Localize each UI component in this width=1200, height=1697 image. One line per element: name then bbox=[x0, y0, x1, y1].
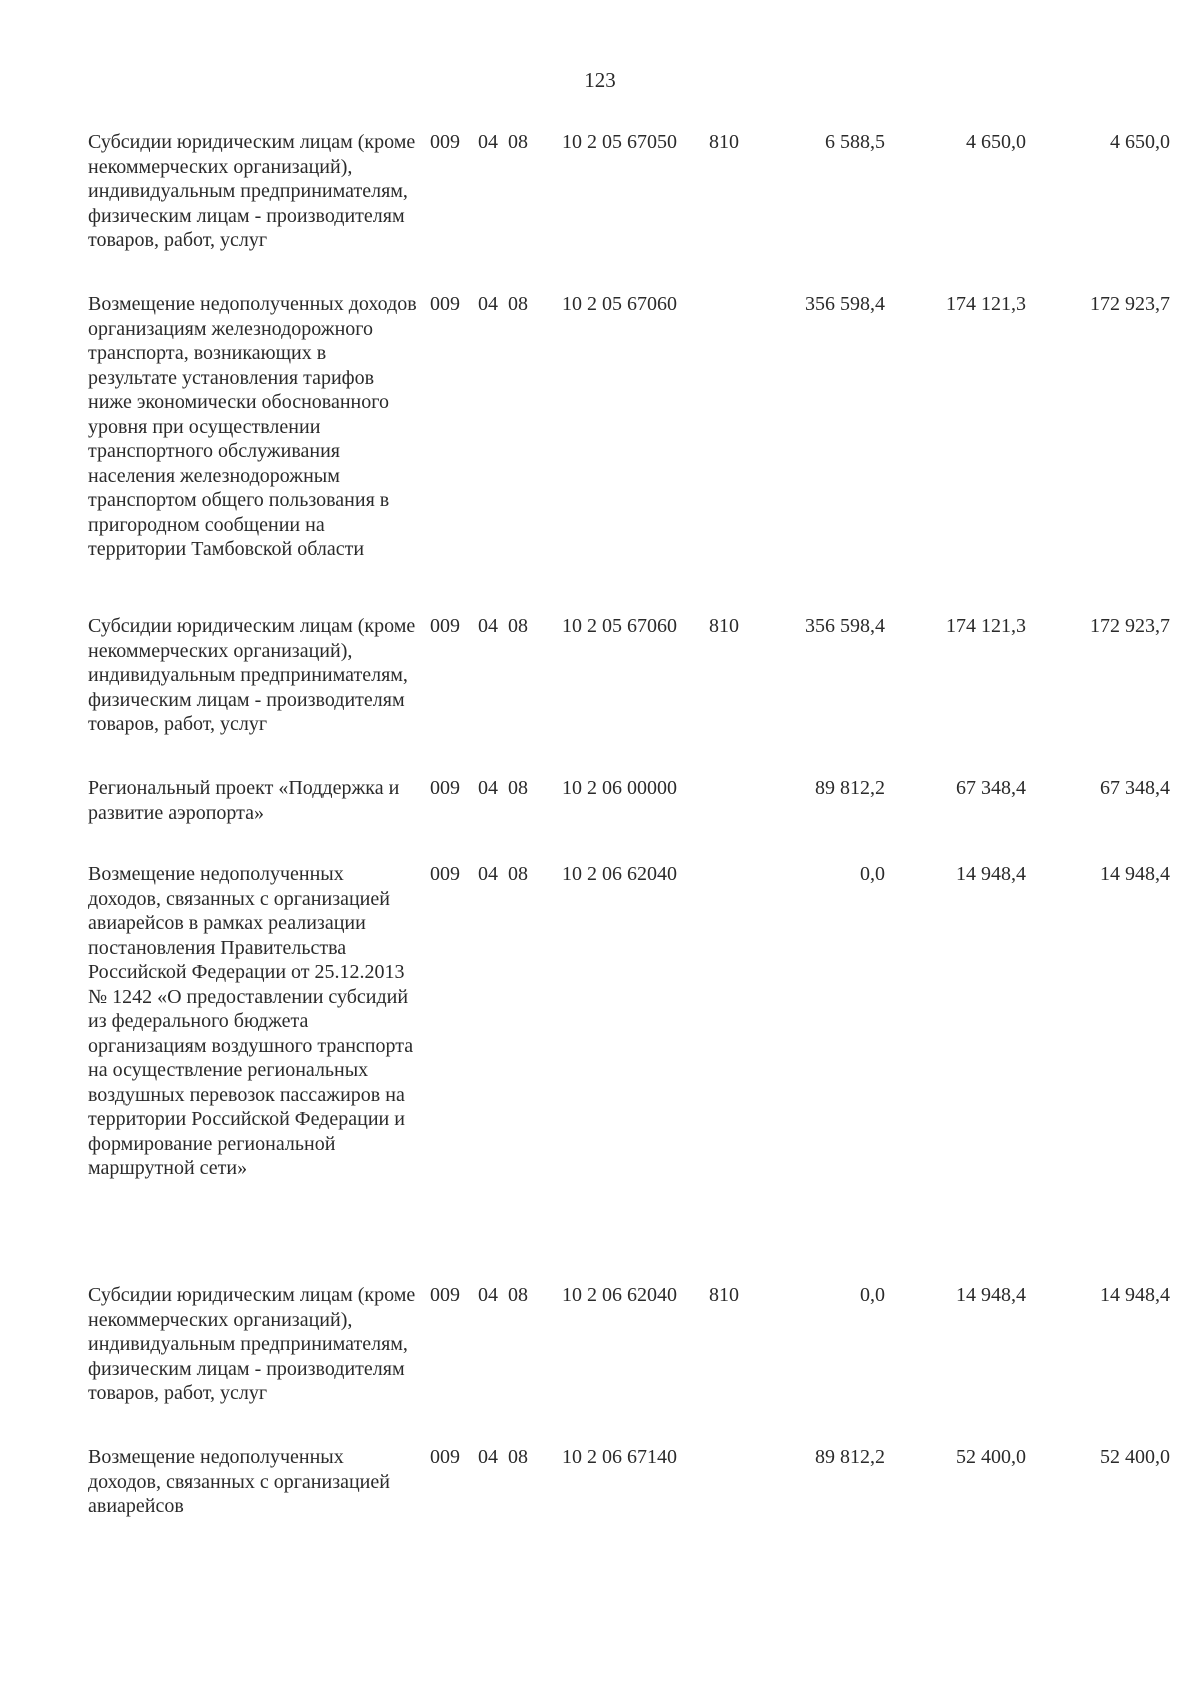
row-amount-year-1: 356 598,4 bbox=[805, 615, 885, 637]
row-amount-year-3: 52 400,0 bbox=[1100, 1446, 1170, 1468]
row-ved-code: 009 bbox=[430, 293, 460, 315]
row-subsection-code: 08 bbox=[508, 863, 528, 885]
row-amount-year-3: 14 948,4 bbox=[1100, 863, 1170, 885]
row-amount-year-1: 89 812,2 bbox=[815, 1446, 885, 1468]
row-amount-year-3: 172 923,7 bbox=[1090, 293, 1170, 315]
row-amount-year-2: 14 948,4 bbox=[956, 1284, 1026, 1306]
row-amount-year-2: 14 948,4 bbox=[956, 863, 1026, 885]
row-name: Возмещение недополученных доходов, связанных с организацией авиарейсов bbox=[88, 1446, 390, 1517]
row-amount-year-2: 174 121,3 bbox=[946, 615, 1026, 637]
row-amount-year-3: 172 923,7 bbox=[1090, 615, 1170, 637]
row-amount-year-3: 14 948,4 bbox=[1100, 1284, 1170, 1306]
row-amount-year-3: 4 650,0 bbox=[1110, 131, 1170, 153]
row-name: Субсидии юридическим лицам (кроме некоммерческих организаций), индивидуальным предпринимателям, физическим лицам - производителям товаров, работ, услуг bbox=[88, 131, 416, 251]
row-section-code: 04 bbox=[478, 777, 498, 799]
row-section-code: 04 bbox=[478, 131, 498, 153]
row-subsection-code: 08 bbox=[508, 615, 528, 637]
row-ved-code: 009 bbox=[430, 1284, 460, 1306]
row-amount-year-1: 356 598,4 bbox=[805, 293, 885, 315]
row-target-article: 10 2 06 00000 bbox=[562, 777, 677, 799]
page-number: 123 bbox=[584, 68, 616, 92]
row-expense-type: 810 bbox=[709, 131, 739, 153]
row-subsection-code: 08 bbox=[508, 777, 528, 799]
row-section-code: 04 bbox=[478, 1446, 498, 1468]
row-name: Возмещение недополученных доходов организациям железнодорожного транспорта, возникающих в результате установления тарифов ниже экономически обоснованного уровня при осуществлении транспортного обслуживания населения железнодорожным транспортом общего пользования в пригородном сообщении на территории Тамбовской области bbox=[88, 293, 417, 560]
row-amount-year-1: 6 588,5 bbox=[825, 131, 885, 153]
row-section-code: 04 bbox=[478, 1284, 498, 1306]
row-target-article: 10 2 05 67060 bbox=[562, 293, 677, 315]
row-section-code: 04 bbox=[478, 293, 498, 315]
row-expense-type: 810 bbox=[709, 615, 739, 637]
row-name: Региональный проект «Поддержка и развитие аэропорта» bbox=[88, 777, 400, 824]
row-target-article: 10 2 06 62040 bbox=[562, 863, 677, 885]
row-section-code: 04 bbox=[478, 863, 498, 885]
row-subsection-code: 08 bbox=[508, 131, 528, 153]
row-target-article: 10 2 06 67140 bbox=[562, 1446, 677, 1468]
row-name: Возмещение недополученных доходов, связанных с организацией авиарейсов в рамках реализации постановления Правительства Российской Федерации от 25.12.2013 № 1242 «О предоставлении субсидий из федерального бюджета организациям воздушного транспорта на осуществление региональных воздушных перевозок пассажиров на территории Российской Федерации и формирование региональной маршрутной сети» bbox=[88, 863, 414, 1179]
row-amount-year-1: 89 812,2 bbox=[815, 777, 885, 799]
row-amount-year-2: 174 121,3 bbox=[946, 293, 1026, 315]
row-amount-year-2: 52 400,0 bbox=[956, 1446, 1026, 1468]
row-ved-code: 009 bbox=[430, 863, 460, 885]
row-ved-code: 009 bbox=[430, 131, 460, 153]
row-ved-code: 009 bbox=[430, 615, 460, 637]
row-amount-year-3: 67 348,4 bbox=[1100, 777, 1170, 799]
row-section-code: 04 bbox=[478, 615, 498, 637]
row-name: Субсидии юридическим лицам (кроме некоммерческих организаций), индивидуальным предпринимателям, физическим лицам - производителям товаров, работ, услуг bbox=[88, 615, 416, 735]
row-subsection-code: 08 bbox=[508, 1446, 528, 1468]
row-amount-year-1: 0,0 bbox=[860, 863, 885, 885]
row-amount-year-2: 4 650,0 bbox=[966, 131, 1026, 153]
row-amount-year-1: 0,0 bbox=[860, 1284, 885, 1306]
row-subsection-code: 08 bbox=[508, 1284, 528, 1306]
row-subsection-code: 08 bbox=[508, 293, 528, 315]
row-ved-code: 009 bbox=[430, 777, 460, 799]
row-name: Субсидии юридическим лицам (кроме некоммерческих организаций), индивидуальным предпринимателям, физическим лицам - производителям товаров, работ, услуг bbox=[88, 1284, 416, 1404]
row-target-article: 10 2 06 62040 bbox=[562, 1284, 677, 1306]
row-target-article: 10 2 05 67060 bbox=[562, 615, 677, 637]
row-ved-code: 009 bbox=[430, 1446, 460, 1468]
row-amount-year-2: 67 348,4 bbox=[956, 777, 1026, 799]
row-expense-type: 810 bbox=[709, 1284, 739, 1306]
row-target-article: 10 2 05 67050 bbox=[562, 131, 677, 153]
